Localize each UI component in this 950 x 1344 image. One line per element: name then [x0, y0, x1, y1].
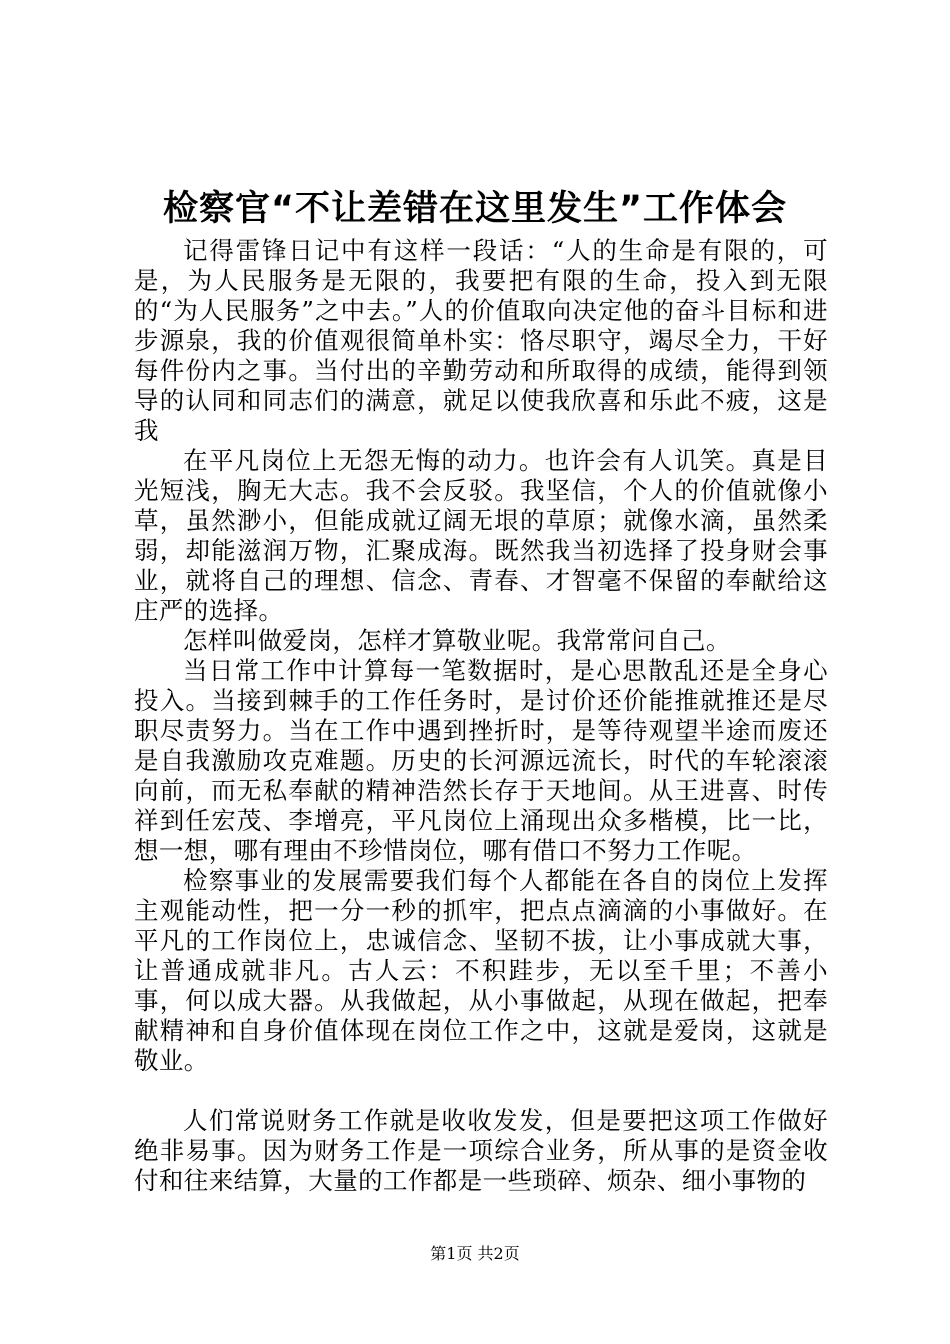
document-body	[134, 236, 828, 1196]
paragraph-spacer	[134, 1076, 828, 1106]
paragraph: 人们常说财务工作就是收收发发，但是要把这项工作做好绝非易事。因为财务工作是一项综合业务，所从事的是资金收付和往来结算，大量的工作都是一些琐碎、烦杂、细小事物的	[134, 1106, 828, 1195]
paragraph: 当日常工作中计算每一笔数据时，是心思散乱还是全身心投入。当接到棘手的工作任务时，是讨价还价能推就推还是尽职尽责努力。当在工作中遇到挫折时，是等待观望半途而废还是自我激励攻克难题。历史的长河源远流长，时代的车轮滚滚向前，而无私奉献的精神浩然长存于天地间。从王进喜、时传祥到任宏茂、李增亮，平凡岗位上涌现出众多楷模，比一比，想一想，哪有理由不珍惜岗位，哪有借口不努力工作呢。	[134, 656, 828, 865]
paragraph: 怎样叫做爱岗，怎样才算敬业呢。我常常问自己。	[183, 626, 731, 655]
page-number-footer: 第1页 共2页	[430, 1244, 520, 1263]
paragraph: 记得雷锋日记中有这样一段话：“人的生命是有限的，可是，为人民服务是无限的，我要把有限的生命，投入到无限的“为人民服务”之中去。”人的价值取向决定他的奋斗目标和进步源泉，我的价值观很简单朴实：恪尽职守，竭尽全力，干好每件份内之事。当付出的辛勤劳动和所取得的成绩，能得到领导的认同和同志们的满意，就足以使我欣喜和乐此不疲，这是我	[134, 236, 828, 445]
paragraph: 在平凡岗位上无怨无悔的动力。也许会有人讥笑。真是目光短浅，胸无大志。我不会反驳。我坚信，个人的价值就像小草，虽然渺小，但能成就辽阔无垠的草原；就像水滴，虽然柔弱，却能滋润万物，汇聚成海。既然我当初选择了投身财会事业，就将自己的理想、信念、青春、才智毫不保留的奉献给这庄严的选择。	[134, 446, 828, 625]
document-title: 检察官“不让差错在这里发生”工作体会	[162, 189, 787, 229]
paragraph: 检察事业的发展需要我们每个人都能在各自的岗位上发挥主观能动性，把一分一秒的抓牢，把点点滴滴的小事做好。在平凡的工作岗位上，忠诚信念、坚韧不拔，让小事成就大事，让普通成就非凡。古人云：不积跬步，无以至千里；不善小事，何以成大器。从我做起，从小事做起，从现在做起，把奉献精神和自身价值体现在岗位工作之中，这就是爱岗，这就是敬业。	[134, 866, 828, 1075]
